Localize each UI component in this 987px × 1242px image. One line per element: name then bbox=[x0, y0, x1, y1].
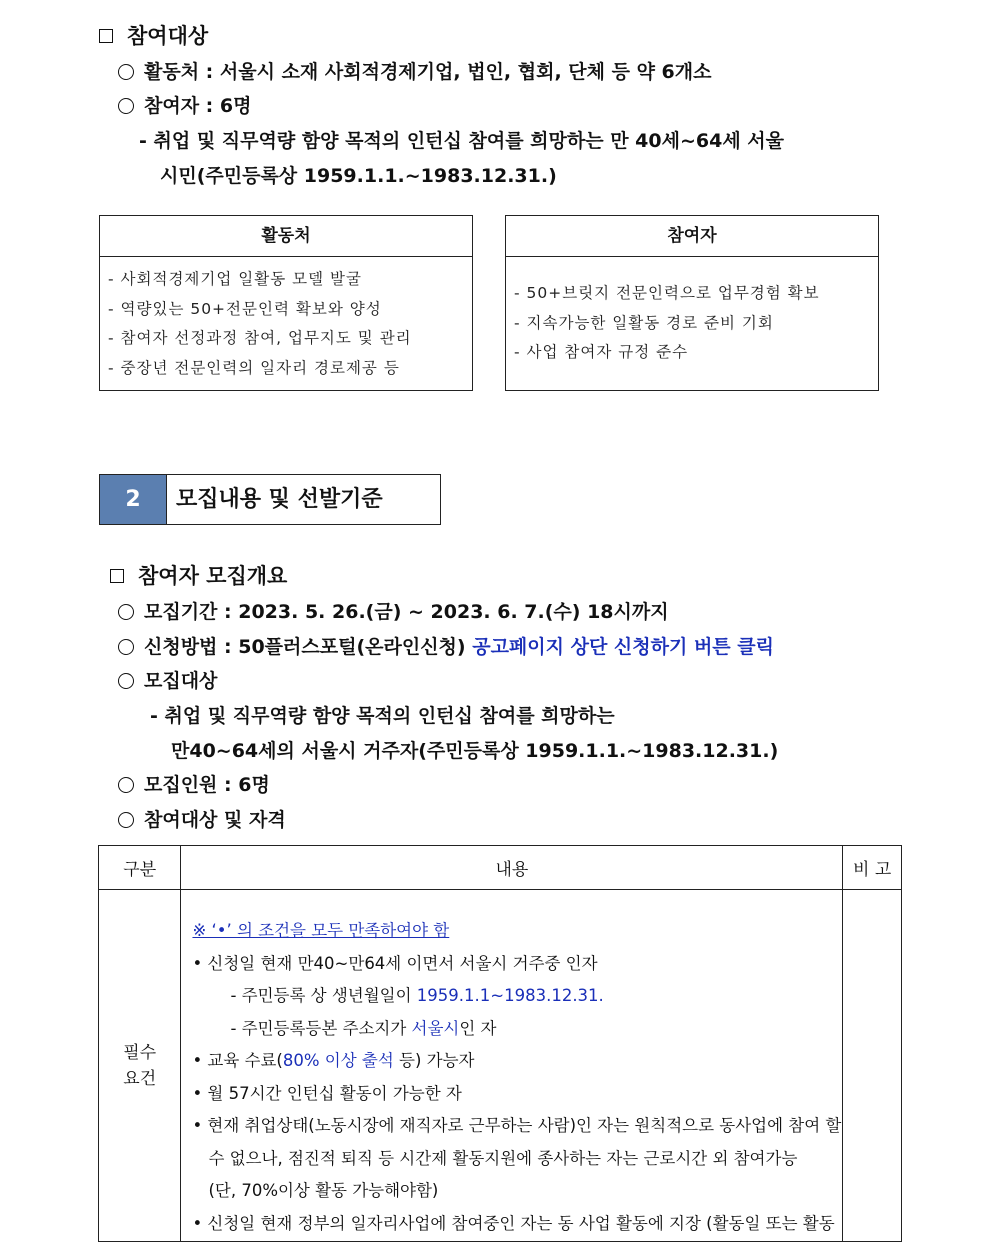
table-row-remarks bbox=[843, 890, 902, 1242]
circle-bullet-icon bbox=[118, 673, 134, 689]
recruit-target: 모집대상 bbox=[118, 666, 217, 693]
condition-line: - 주민등록등본 주소지가 서울시인 자 bbox=[230, 1018, 497, 1038]
condition-line: 수 없으나, 점진적 퇴직 등 시간제 활동지원에 종사하는 자는 근로시간 외 참여가능 bbox=[208, 1148, 798, 1168]
participant-box-line: - 50+브릿지 전문인력으로 업무경험 확보 bbox=[514, 284, 820, 302]
apply-instruction-highlight: 공고페이지 상단 신청하기 버튼 클릭 bbox=[472, 636, 774, 658]
table-header-category: 구분 bbox=[99, 846, 181, 890]
circle-bullet-icon bbox=[118, 812, 134, 828]
recruit-target-line1: - 취업 및 직무역량 함양 목적의 인턴십 참여를 희망하는 bbox=[150, 705, 615, 727]
section1-heading: 참여대상 bbox=[99, 20, 208, 50]
recruit-period: 모집기간 : 2023. 5. 26.(금) ~ 2023. 6. 7.(수) 18시까지 bbox=[118, 597, 669, 624]
condition-note: ※ ‘•’ 의 조건을 모두 만족하여야 함 bbox=[192, 921, 450, 940]
participant-box bbox=[505, 215, 879, 391]
section1-item-participants: 참여자 : 6명 bbox=[118, 91, 251, 118]
recruit-method: 신청방법 : 50플러스포털(온라인신청) 공고페이지 상단 신청하기 버튼 클릭 bbox=[118, 632, 774, 659]
circle-bullet-icon bbox=[118, 64, 134, 80]
org-box-line: - 사회적경제기업 일활동 모델 발굴 bbox=[108, 270, 362, 288]
condition-line: • 현재 취업상태(노동시장에 재직자로 근무하는 사람)인 자는 원칙적으로 동사업에 참여 할 bbox=[192, 1116, 842, 1135]
org-box-line: - 중장년 전문인력의 일자리 경로제공 등 bbox=[108, 358, 400, 377]
condition-line: • 신청일 현재 만40~만64세 이면서 서울시 거주중 인자 bbox=[192, 953, 598, 973]
org-box-line: - 참여자 선정과정 참여, 업무지도 및 관리 bbox=[108, 329, 412, 347]
square-bullet-icon bbox=[110, 569, 124, 583]
condition-line: (단, 70%이상 활동 가능해야함) bbox=[208, 1181, 439, 1200]
recruit-eligibility: 참여대상 및 자격 bbox=[118, 805, 286, 832]
circle-bullet-icon bbox=[118, 604, 134, 620]
participant-box-line: - 사업 참여자 규정 준수 bbox=[514, 343, 689, 361]
circle-bullet-icon bbox=[118, 639, 134, 655]
org-box-title: 활동처 bbox=[100, 216, 472, 257]
table-row-content bbox=[181, 890, 843, 1242]
section1-sub-line2: 시민(주민등록상 1959.1.1.~1983.12.31.) bbox=[160, 165, 557, 187]
condition-line: - 주민등록 상 생년월일이 1959.1.1~1983.12.31. bbox=[230, 986, 604, 1005]
org-box bbox=[99, 215, 473, 391]
recruit-target-line2: 만40~64세의 서울시 거주자(주민등록상 1959.1.1.~1983.12.31.) bbox=[171, 740, 779, 762]
table-header-content: 내용 bbox=[181, 846, 843, 890]
condition-line: • 신청일 현재 정부의 일자리사업에 참여중인 자는 동 사업 활동에 지장 (활동일 또는 활동 bbox=[192, 1213, 835, 1233]
square-bullet-icon bbox=[99, 29, 113, 43]
circle-bullet-icon bbox=[118, 98, 134, 114]
section1-sub-line1: - 취업 및 직무역량 함양 목적의 인턴십 참여를 희망하는 만 40세~64세 서울 bbox=[139, 130, 785, 152]
recruit-count: 모집인원 : 6명 bbox=[118, 770, 270, 797]
recruit-heading: 참여자 모집개요 bbox=[110, 560, 287, 590]
table-row-label: 필수 요건 bbox=[99, 890, 181, 1242]
section2-title: 모집내용 및 선발기준 bbox=[176, 487, 383, 512]
participant-box-line: - 지속가능한 일활동 경로 준비 기회 bbox=[514, 313, 774, 332]
participant-box-title: 참여자 bbox=[506, 216, 878, 257]
section2-header bbox=[99, 474, 441, 525]
circle-bullet-icon bbox=[118, 777, 134, 793]
condition-line: • 월 57시간 인턴십 활동이 가능한 자 bbox=[192, 1083, 462, 1103]
table-header-remarks: 비 고 bbox=[843, 846, 902, 890]
section1-item-org: 활동처 : 서울시 소재 사회적경제기업, 법인, 협회, 단체 등 약 6개소 bbox=[118, 57, 711, 84]
section2-number: 2 bbox=[100, 475, 167, 524]
org-box-line: - 역량있는 50+전문인력 확보와 양성 bbox=[108, 299, 382, 318]
requirements-table bbox=[98, 845, 902, 1242]
condition-line: • 교육 수료(80% 이상 출석 등) 가능자 bbox=[192, 1051, 475, 1070]
